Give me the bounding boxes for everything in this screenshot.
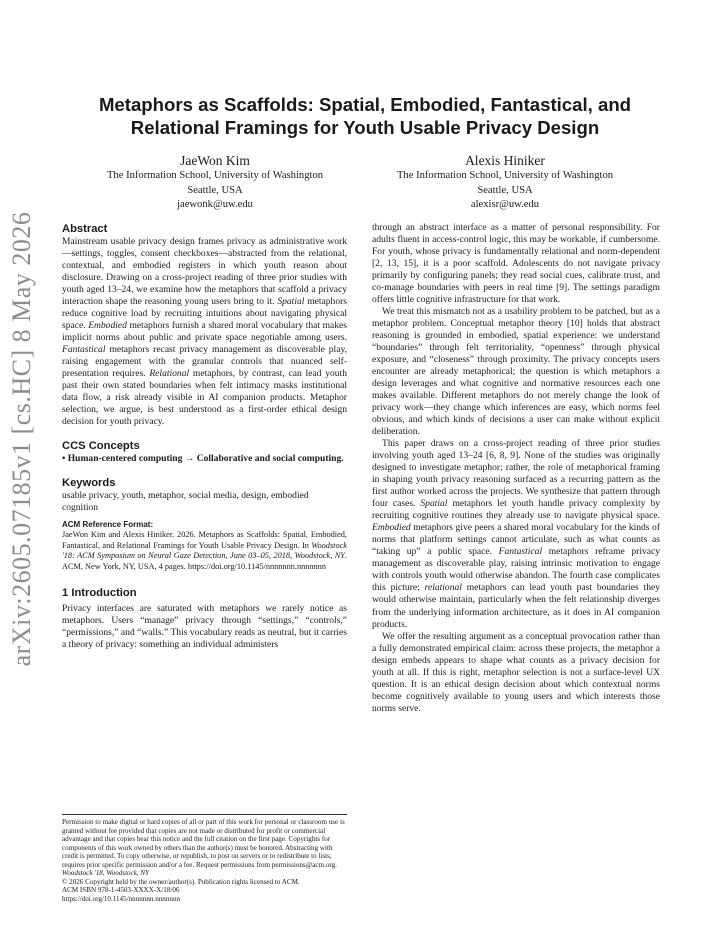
title-line-1: Metaphors as Scaffolds: Spatial, Embodied, Fantastical, and bbox=[98, 94, 632, 115]
author-location: Seattle, USA bbox=[477, 184, 533, 196]
abstract-span: metaphors reduce cognitive load by recruiting intuitions about navigating physical space. bbox=[62, 296, 347, 332]
author-block-1 bbox=[65, 152, 365, 213]
ccs-heading: CCS Concepts bbox=[62, 440, 140, 453]
author-affiliation: The Information School, University of Washington bbox=[106, 170, 324, 181]
footnote-block bbox=[62, 814, 347, 903]
intro-paragraph-3 bbox=[372, 438, 660, 630]
intro-paragraph-1-start: Privacy interfaces are saturated with metaphors we rarely notice as metaphors. Users “manage” privacy through “settings,” “controls,” “permissions,” and “walls.” This vocabulary reads as neutral, but it carries a theory of privacy: something an individual administers bbox=[62, 602, 347, 650]
intro-span: This paper draws on a cross-project reading of three prior studies involving youth aged 13–24 [6, 8, 9]. None of the studies was originally designed to investigate metaphor; rather, the role of metaphorical framing in shaping youth privacy reasoning surfaced as a recurring pattern as the first author worked across the projects. We synthesize that pattern through four cases. bbox=[372, 438, 660, 510]
permission-notice: Permission to make digital or hard copies of all or part of this work for personal or classroom use is granted without fee provided that copies are not made or distributed for profit or commercial advantage and that copies bear this notice and the full citation on the first page. Copyrights for components of this work owned by others than the author(s) must be honored. Abstracting with credit is permitted. To copy otherwise, or republish, to post on servers or to redistribute to lists, requires prior specific permission and/or a fee. Request permissions from permissions@acm.org. bbox=[62, 818, 345, 869]
acm-reference-venue: Woodstock '18: ACM Symposium on Neural Gaze Detection, June 03–05, 2018, Woodstock, NY bbox=[62, 540, 347, 561]
left-column bbox=[62, 222, 347, 651]
intro-span: metaphors reframe privacy management as discoverable play, raising intrinsic motivation to engage with controls youth would otherwise abandon. The fourth case complicates this picture: bbox=[372, 546, 660, 594]
arxiv-identifier-stamp: arXiv:2605.07185v1 [cs.HC] 8 May 2026 bbox=[7, 211, 36, 667]
abstract-emphasis: Fantastical bbox=[62, 344, 106, 356]
intro-span: metaphors can lead youth past boundaries they would otherwise maintain, particularly when the felt relationship diverges from the underlying information architecture, as it does in AI companion products. bbox=[372, 582, 660, 630]
author-block-2 bbox=[355, 152, 655, 213]
right-column bbox=[372, 222, 660, 715]
abstract-span: metaphors furnish a shared moral vocabulary that makes implicit norms about public and private space negotiable among users. bbox=[62, 320, 347, 344]
author-name: JaeWon Kim bbox=[180, 153, 250, 168]
acm-reference-text bbox=[62, 530, 347, 572]
abstract-emphasis: Spatial bbox=[277, 296, 305, 308]
abstract-emphasis: Embodied bbox=[88, 320, 127, 332]
abstract-span: Mainstream usable privacy design frames privacy as administrative work—settings, toggles, consent checkboxes—abstracted from the relational, contextual, and embodied registers in which youth reason about disclosure. Drawing on a cross-project reading of three prior studies with youth aged 13–24, we examine how the metaphors that scaffold a privacy interaction shape the reasoning young users bring to it. bbox=[62, 236, 347, 308]
keywords-heading: Keywords bbox=[62, 477, 116, 490]
footnote-venue bbox=[62, 869, 347, 878]
intro-emphasis: Spatial bbox=[420, 498, 448, 510]
intro-emphasis: Fantastical bbox=[498, 546, 543, 558]
acm-reference-span: JaeWon Kim and Alexis Hiniker. 2026. Metaphors as Scaffolds: Spatial, Embodied, Fantastical, and Relational Framings for Youth Usable Privacy Design. In bbox=[62, 530, 347, 550]
intro-emphasis: relational bbox=[424, 582, 462, 594]
footnote-venue-text: Woodstock '18, Woodstock, NY bbox=[62, 869, 150, 878]
keywords-text: usable privacy, youth, metaphor, social media, design, embodied cognition bbox=[62, 490, 309, 514]
abstract-emphasis: Relational bbox=[149, 368, 190, 380]
abstract-heading: Abstract bbox=[62, 223, 108, 235]
abstract-span: metaphors recast privacy management as discoverable play, raising engagement with the granular controls that nuanced self-presentation requires. bbox=[62, 344, 347, 380]
intro-paragraph-1-end: through an abstract interface as a matter of personal responsibility. For adults fluent in access-control logic, this may be workable, if cumbersome. For youth, whose privacy is fundamentally relational and norm-dependent [2, 13, 15], it is a poor scaffold. Adolescents do not navigate privacy primarily by configuring panels; they read social cues, calibrate trust, and co-manage boundaries with peers in real time [9]. The settings paradigm offers little cognitive infrastructure for that work. bbox=[372, 222, 660, 306]
intro-span: metaphors let youth handle privacy complexity by recruiting cognitive routines they already use to navigate physical space. bbox=[372, 498, 660, 522]
acm-reference-span: . ACM, New York, NY, USA, 4 pages. https://doi.org/10.1145/nnnnnnn.nnnnnnn bbox=[62, 551, 347, 572]
ccs-concept-item: • Human-centered computing → Collaborative and social computing. bbox=[62, 453, 344, 465]
acm-reference-heading: ACM Reference Format: bbox=[62, 520, 154, 530]
author-affiliation: The Information School, University of Washington bbox=[396, 170, 614, 181]
author-email: alexisr@uw.edu bbox=[470, 199, 540, 210]
footnote-copyright: © 2026 Copyright held by the owner/author(s). Publication rights licensed to ACM. bbox=[62, 877, 300, 886]
abstract-span: metaphors, by contrast, can lead youth past their own stated boundaries when felt intimacy masks institutional data flow, a risk already visible in AI companion products. Metaphor selection, we argue, is best understood as a first-order ethical design decision for youth privacy. bbox=[62, 368, 347, 428]
author-email: jaewonk@uw.edu bbox=[177, 199, 253, 210]
introduction-heading: 1 Introduction bbox=[62, 586, 137, 599]
intro-emphasis: Embodied bbox=[372, 522, 411, 534]
footnote-isbn: ACM ISBN 978-1-4503-XXXX-X/18/06 bbox=[62, 886, 180, 895]
author-location: Seattle, USA bbox=[187, 184, 243, 196]
author-name: Alexis Hiniker bbox=[465, 153, 545, 168]
paper-title bbox=[70, 93, 660, 139]
intro-paragraph-2: We treat this mismatch not as a usability problem to be patched, but as a metaphor problem. Conceptual metaphor theory [10] holds that abstract reasoning is grounded in embodied, spatial experience: we understand “boundaries” through felt territoriality, “openness” through physical exposure, and “closeness” through proximity. The privacy concepts users encounter are already metaphorical; the question is which metaphors a design leverages and what cognitive and normative resources each one makes available. Different metaphors do not merely change the look of privacy work—they change which inferences are easy, which norms feel obvious, and which kinds of decisions a user can make without explicit deliberation. bbox=[372, 306, 660, 438]
title-line-2: Relational Framings for Youth Usable Privacy Design bbox=[130, 117, 600, 138]
abstract-text bbox=[62, 236, 347, 428]
intro-span: metaphors give peers a shared moral vocabulary for the kinds of norms that platform settings cannot articulate, such as what counts as “taking up” a public space. bbox=[372, 522, 660, 558]
intro-paragraph-4: We offer the resulting argument as a conceptual provocation rather than a fully demonstrated empirical claim: across these projects, the metaphor a design embeds appears to shape what counts as a privacy decision for youth at all. If this is right, metaphor selection is not a surface-level UX question. It is an ethical design decision about which contextual norms become cognitively available to young users and which interests those norms serve. bbox=[372, 630, 660, 714]
footnote-doi: https://doi.org/10.1145/nnnnnnn.nnnnnnn bbox=[62, 894, 181, 903]
